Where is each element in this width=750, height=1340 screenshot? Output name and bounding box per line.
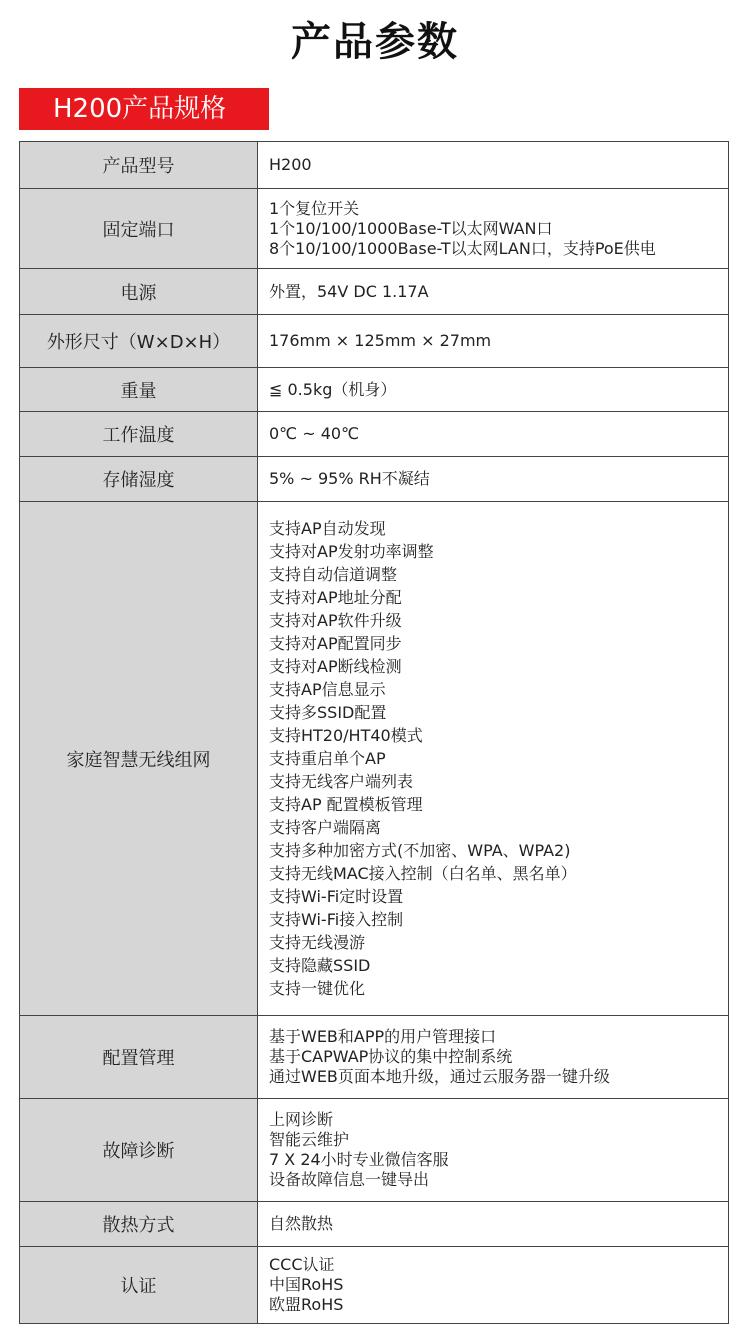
spec-value-line: 支持客户端隔离: [269, 818, 382, 837]
spec-row: [20, 412, 729, 457]
spec-value-line: 自然散热: [269, 1214, 334, 1233]
spec-value-line: 5% ~ 95% RH不凝结: [269, 469, 430, 488]
spec-value-line: 支持对AP地址分配: [269, 588, 402, 607]
spec-value-line: 支持AP信息显示: [269, 680, 386, 699]
spec-value-line: 基于WEB和APP的用户管理接口: [269, 1027, 497, 1046]
spec-value-line: 外置，54V DC 1.17A: [269, 281, 429, 301]
spec-value-line: 支持Wi-Fi接入控制: [269, 910, 404, 929]
spec-value-line: 通过WEB页面本地升级，通过云服务器一键升级: [269, 1067, 610, 1086]
spec-value-line: 支持AP 配置模板管理: [269, 795, 423, 814]
spec-label: 存储湿度: [20, 457, 258, 502]
spec-row: [20, 142, 729, 189]
spec-row: [20, 189, 729, 269]
spec-value-line: 支持对AP配置同步: [269, 634, 402, 653]
spec-value: [258, 1099, 729, 1202]
spec-value: [258, 502, 729, 1016]
spec-value-line: 欧盟RoHS: [269, 1295, 344, 1314]
spec-value-line: 1个复位开关: [269, 198, 360, 218]
spec-label: 家庭智慧无线组网: [20, 502, 258, 1016]
spec-label: 固定端口: [20, 189, 258, 269]
spec-value-line: 1个10/100/1000Base-T以太网WAN口: [269, 218, 553, 238]
spec-value: [258, 368, 729, 412]
spec-value: [258, 1202, 729, 1247]
spec-label: 散热方式: [20, 1202, 258, 1247]
spec-value-line: 0℃ ~ 40℃: [269, 424, 360, 443]
spec-value-line: 8个10/100/1000Base-T以太网LAN口，支持PoE供电: [269, 238, 656, 258]
spec-value: [258, 457, 729, 502]
spec-row: [20, 1202, 729, 1247]
spec-value-line: 支持无线MAC接入控制（白名单、黑名单）: [269, 864, 577, 883]
spec-label: 工作温度: [20, 412, 258, 457]
spec-value-line: H200: [269, 155, 312, 174]
spec-label: 故障诊断: [20, 1099, 258, 1202]
spec-value-line: 176mm × 125mm × 27mm: [269, 331, 492, 350]
spec-table: [19, 141, 729, 1324]
spec-label: 重量: [20, 368, 258, 412]
spec-row: [20, 502, 729, 1016]
spec-value-line: 智能云维护: [269, 1130, 350, 1149]
spec-value: [258, 142, 729, 189]
spec-value-line: 支持无线客户端列表: [269, 772, 414, 791]
spec-label: 电源: [20, 269, 258, 315]
spec-value-line: 支持自动信道调整: [269, 565, 398, 584]
spec-label: 产品型号: [20, 142, 258, 189]
spec-value-line: 中国RoHS: [269, 1275, 344, 1294]
spec-value-line: 支持多SSID配置: [269, 703, 387, 722]
spec-value-line: 支持Wi-Fi定时设置: [269, 887, 404, 906]
spec-value-line: 支持对AP发射功率调整: [269, 542, 434, 561]
spec-row: [20, 1016, 729, 1099]
spec-value-line: 基于CAPWAP协议的集中控制系统: [269, 1047, 513, 1066]
spec-value-line: 支持多种加密方式(不加密、WPA、WPA2): [269, 841, 571, 860]
spec-value-line: 支持隐藏SSID: [269, 956, 371, 975]
spec-row: [20, 457, 729, 502]
spec-value-line: 支持重启单个AP: [269, 749, 386, 768]
spec-value-line: CCC认证: [269, 1255, 335, 1274]
spec-row: [20, 368, 729, 412]
page-title: 产品参数: [291, 19, 459, 65]
spec-value-line: 支持对AP软件升级: [269, 611, 402, 630]
section-banner: H200产品规格: [19, 88, 269, 130]
spec-label: 外形尺寸（W×D×H）: [20, 315, 258, 368]
spec-value: [258, 189, 729, 269]
spec-value-line: 支持无线漫游: [269, 933, 366, 952]
spec-label: 认证: [20, 1247, 258, 1324]
spec-value: [258, 269, 729, 315]
spec-value-line: ≦ 0.5kg（机身）: [269, 379, 397, 399]
spec-row: [20, 1099, 729, 1202]
spec-value-line: 支持HT20/HT40模式: [269, 726, 423, 745]
spec-row: [20, 315, 729, 368]
spec-label: 配置管理: [20, 1016, 258, 1099]
spec-value: [258, 315, 729, 368]
spec-value-line: 上网诊断: [269, 1110, 334, 1129]
spec-value-line: 支持一键优化: [269, 979, 366, 998]
spec-value-line: 设备故障信息一键导出: [269, 1170, 430, 1189]
spec-value: [258, 1247, 729, 1324]
spec-table-body: [20, 142, 729, 1324]
spec-row: [20, 269, 729, 315]
spec-value: [258, 1016, 729, 1099]
spec-value: [258, 412, 729, 457]
spec-value-line: 支持对AP断线检测: [269, 657, 402, 676]
spec-row: [20, 1247, 729, 1324]
spec-value-line: 7 X 24小时专业微信客服: [269, 1150, 449, 1169]
spec-value-line: 支持AP自动发现: [269, 519, 386, 538]
